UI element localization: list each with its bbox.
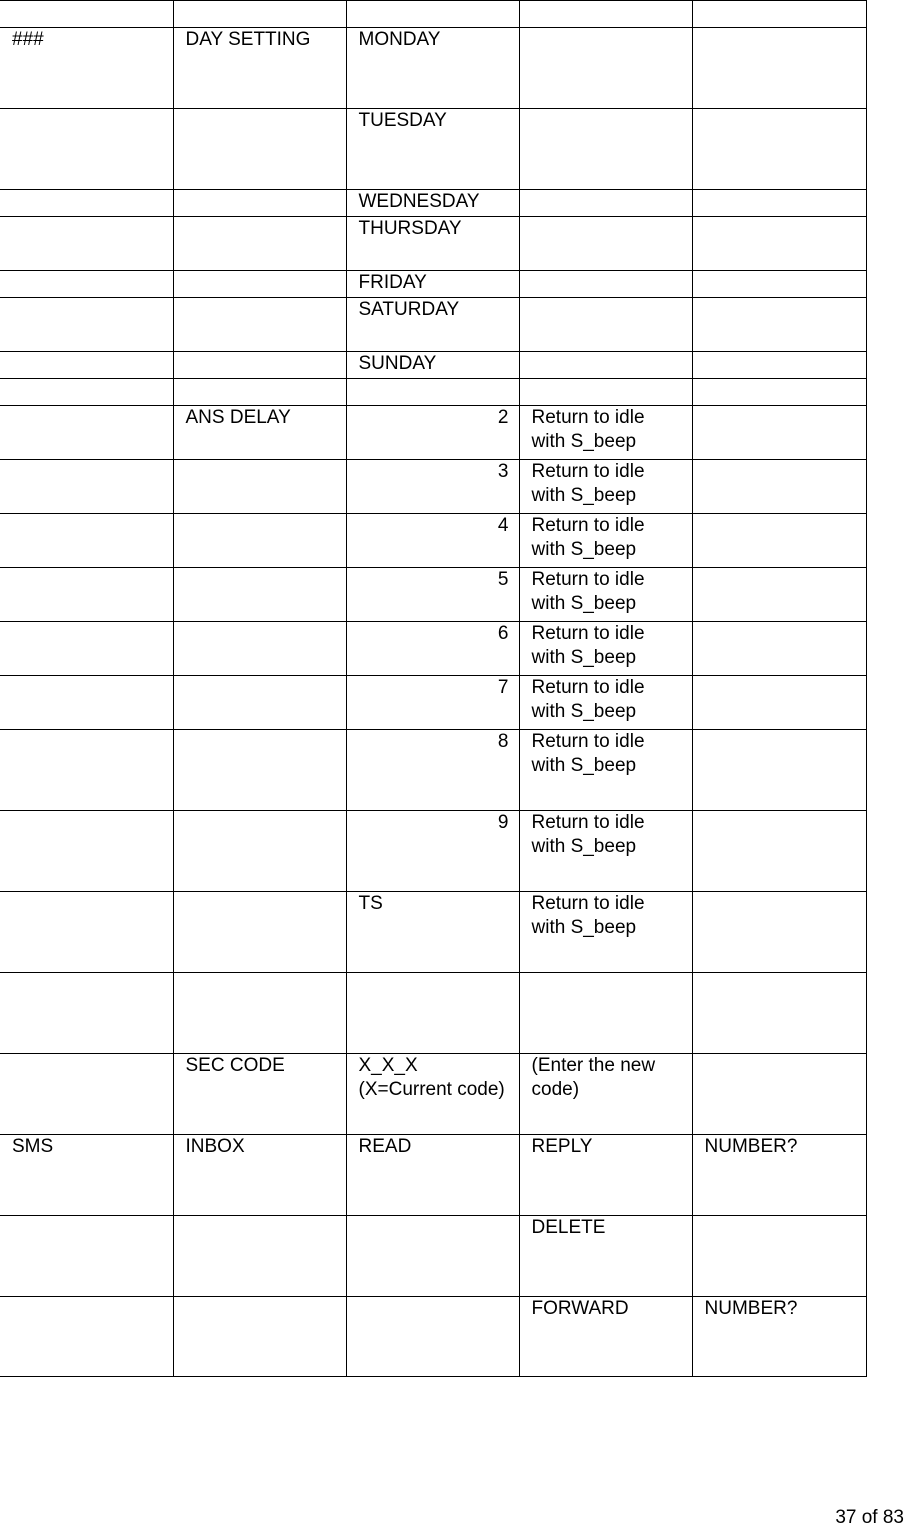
table-cell: ### xyxy=(0,28,173,109)
table-cell: REPLY xyxy=(519,1135,692,1216)
table-cell xyxy=(0,811,173,892)
table-cell: THURSDAY xyxy=(346,217,519,271)
table-row xyxy=(0,1054,866,1135)
table-cell xyxy=(0,379,173,406)
table-row xyxy=(0,379,866,406)
table-cell xyxy=(173,568,346,622)
table-cell: MONDAY xyxy=(346,28,519,109)
table-cell: FORWARD xyxy=(519,1297,692,1377)
table-cell: SEC CODE xyxy=(173,1054,346,1135)
table-cell xyxy=(519,973,692,1054)
table-cell xyxy=(519,1,692,28)
table-cell xyxy=(173,1,346,28)
table-cell: Return to idle with S_beep xyxy=(519,406,692,460)
table-cell: 8 xyxy=(346,730,519,811)
table-cell xyxy=(173,514,346,568)
table-cell: 3 xyxy=(346,460,519,514)
table-cell: READ xyxy=(346,1135,519,1216)
table-cell xyxy=(346,1216,519,1297)
table-cell xyxy=(692,460,866,514)
table-row xyxy=(0,460,866,514)
table-cell: 4 xyxy=(346,514,519,568)
table-cell xyxy=(0,406,173,460)
table-cell xyxy=(692,28,866,109)
table-cell xyxy=(346,379,519,406)
table-cell xyxy=(519,28,692,109)
table-row xyxy=(0,298,866,352)
table-cell: Return to idle with S_beep xyxy=(519,622,692,676)
table-cell: DAY SETTING xyxy=(173,28,346,109)
table-cell xyxy=(692,271,866,298)
table-cell xyxy=(0,298,173,352)
table-cell xyxy=(346,1297,519,1377)
table-cell: NUMBER? xyxy=(692,1135,866,1216)
table-cell xyxy=(0,109,173,190)
table-cell xyxy=(692,298,866,352)
table-cell: SMS xyxy=(0,1135,173,1216)
table-cell: SATURDAY xyxy=(346,298,519,352)
table-cell: Return to idle with S_beep xyxy=(519,568,692,622)
table-cell xyxy=(173,379,346,406)
table-cell xyxy=(519,352,692,379)
table-cell: WEDNESDAY xyxy=(346,190,519,217)
table-row xyxy=(0,622,866,676)
table-cell: 2 xyxy=(346,406,519,460)
table-cell: 7 xyxy=(346,676,519,730)
table-cell xyxy=(0,271,173,298)
table-cell: Return to idle with S_beep xyxy=(519,676,692,730)
table-cell: INBOX xyxy=(173,1135,346,1216)
table-cell: X_X_X (X=Current code) xyxy=(346,1054,519,1135)
table-row xyxy=(0,1216,866,1297)
table-cell xyxy=(519,271,692,298)
table-cell xyxy=(346,1,519,28)
table-cell xyxy=(0,1,173,28)
table-cell xyxy=(173,352,346,379)
table-row xyxy=(0,676,866,730)
table-row xyxy=(0,568,866,622)
table-cell xyxy=(173,973,346,1054)
table-row xyxy=(0,406,866,460)
table-cell xyxy=(0,1054,173,1135)
table-row xyxy=(0,271,866,298)
table-cell xyxy=(173,298,346,352)
table-cell: Return to idle with S_beep xyxy=(519,730,692,811)
table-cell xyxy=(692,406,866,460)
table-cell xyxy=(0,676,173,730)
table-cell xyxy=(692,109,866,190)
table-row xyxy=(0,1297,866,1377)
table-cell xyxy=(0,1297,173,1377)
table-cell: 6 xyxy=(346,622,519,676)
table-cell: TUESDAY xyxy=(346,109,519,190)
table-row xyxy=(0,28,866,109)
table-cell xyxy=(519,379,692,406)
table-cell xyxy=(692,892,866,973)
table-cell xyxy=(692,1054,866,1135)
table-cell xyxy=(173,1297,346,1377)
table-cell: DELETE xyxy=(519,1216,692,1297)
table-cell: Return to idle with S_beep xyxy=(519,892,692,973)
table-row xyxy=(0,109,866,190)
table-cell xyxy=(0,892,173,973)
table-row xyxy=(0,352,866,379)
table-cell xyxy=(0,568,173,622)
table-cell xyxy=(692,973,866,1054)
table-cell xyxy=(519,217,692,271)
table-row xyxy=(0,217,866,271)
table-cell xyxy=(519,298,692,352)
table-cell xyxy=(0,190,173,217)
table-cell xyxy=(692,217,866,271)
table-cell xyxy=(0,460,173,514)
table-cell: ANS DELAY xyxy=(173,406,346,460)
page-number: 37 of 83 xyxy=(835,1507,904,1528)
table-cell xyxy=(692,514,866,568)
table-cell xyxy=(692,190,866,217)
table-cell xyxy=(0,352,173,379)
table-row xyxy=(0,811,866,892)
table-cell xyxy=(0,217,173,271)
table-cell xyxy=(0,973,173,1054)
table-row xyxy=(0,730,866,811)
table-cell xyxy=(173,1216,346,1297)
table-cell xyxy=(692,676,866,730)
table-row xyxy=(0,514,866,568)
table-cell xyxy=(173,271,346,298)
table-cell: TS xyxy=(346,892,519,973)
table-row xyxy=(0,1,866,28)
table-cell xyxy=(692,730,866,811)
table-cell: Return to idle with S_beep xyxy=(519,514,692,568)
table-cell xyxy=(346,973,519,1054)
table-cell: Return to idle with S_beep xyxy=(519,460,692,514)
table-cell xyxy=(173,217,346,271)
table-row xyxy=(0,1135,866,1216)
table-cell: 9 xyxy=(346,811,519,892)
table-cell: (Enter the new code) xyxy=(519,1054,692,1135)
table-cell xyxy=(692,568,866,622)
table-cell: FRIDAY xyxy=(346,271,519,298)
table-cell xyxy=(692,379,866,406)
table-cell xyxy=(173,730,346,811)
table-cell: SUNDAY xyxy=(346,352,519,379)
table-cell xyxy=(0,730,173,811)
table-cell xyxy=(0,622,173,676)
table-cell xyxy=(173,190,346,217)
table-cell xyxy=(519,109,692,190)
table-row xyxy=(0,190,866,217)
table-cell xyxy=(0,514,173,568)
table-cell xyxy=(173,811,346,892)
table-row xyxy=(0,973,866,1054)
table-cell xyxy=(173,622,346,676)
table-cell: NUMBER? xyxy=(692,1297,866,1377)
table-cell: 5 xyxy=(346,568,519,622)
table-row xyxy=(0,892,866,973)
table-cell xyxy=(692,352,866,379)
table-body xyxy=(0,1,866,1377)
table-cell xyxy=(173,460,346,514)
table-cell xyxy=(173,892,346,973)
table-cell xyxy=(519,190,692,217)
table-cell: Return to idle with S_beep xyxy=(519,811,692,892)
table-cell xyxy=(0,1216,173,1297)
table-cell xyxy=(692,811,866,892)
table-cell xyxy=(173,109,346,190)
table-cell xyxy=(692,622,866,676)
table-cell xyxy=(692,1,866,28)
table-cell xyxy=(173,676,346,730)
table-cell xyxy=(692,1216,866,1297)
